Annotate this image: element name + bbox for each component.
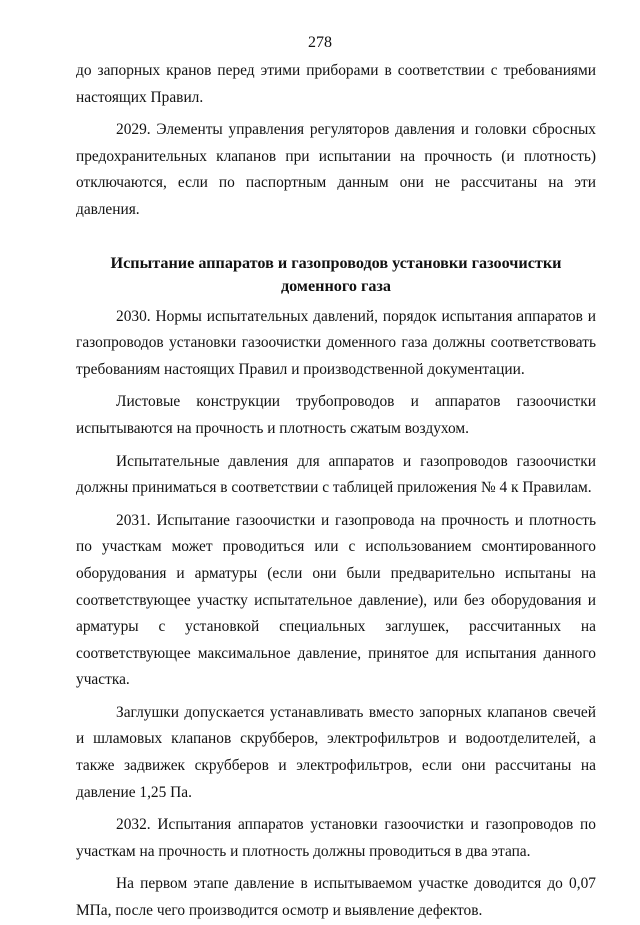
- paragraph-2031: 2031. Испытание газоочистки и газопровода на прочность и плотность по участкам может проводиться или с использованием смонтированного оборудования и арматуры (если они были предварительно испытаны на соответствующее участку испытательное давление), или без оборудования и арматуры с установкой специальных заглушек, рассчитанных на соответствующее максимальное давление, принятое для испытания данного участка.: [76, 511, 596, 689]
- page-number: 278: [308, 34, 332, 51]
- paragraph-2029: [76, 117, 596, 223]
- paragraph-2032: 2032. Испытания аппаратов установки газоочистки и газопроводов по участкам на прочность и плотность должны проводиться в два этапа.: [76, 816, 596, 860]
- paragraph-continuation: до запорных кранов перед этими приборами в соответствии с требованиями настоящих Правил.: [76, 62, 596, 106]
- section-heading: [76, 252, 596, 298]
- paragraph-2030: 2030. Нормы испытательных давлений, порядок испытания аппаратов и газопроводов установки газоочистки доменного газа должны соответствовать требованиям настоящих Правил и производственной документации.: [76, 307, 596, 378]
- paragraph-number: 2029.: [116, 121, 151, 139]
- paragraph-sheet-structures: Листовые конструкции трубопроводов и аппаратов газоочистки испытываются на прочность и плотность сжатым воздухом.: [76, 393, 596, 437]
- document-body: [76, 58, 596, 925]
- paragraph-test-pressures: Испытательные давления для аппаратов и газопроводов газоочистки должны приниматься в соответствии с таблицей приложения № 4 к Правилам.: [76, 452, 596, 497]
- paragraph-first-stage: На первом этапе давление в испытываемом участке доводится до 0,07 МПа, после чего производится осмотр и выявление дефектов.: [76, 875, 596, 920]
- section-heading-line-2: доменного газа: [280, 276, 392, 295]
- section-heading-line-1: Испытание аппаратов и газопроводов установки газоочистки: [110, 253, 562, 272]
- paragraph-text: Элементы управления регуляторов давления и головки сбросных предохранительных клапанов при испытании на прочность (и плотность) отключаются, если по паспортным данным они не рассчитаны на эти давления.: [76, 121, 596, 218]
- paragraph-plugs: Заглушки допускается устанавливать вместо запорных клапанов свечей и шламовых клапанов скрубберов, электрофильтров и водоотделителей, а также задвижек скрубберов и электрофильтров, если они рассчитаны на давление 1,25 Па.: [76, 703, 596, 801]
